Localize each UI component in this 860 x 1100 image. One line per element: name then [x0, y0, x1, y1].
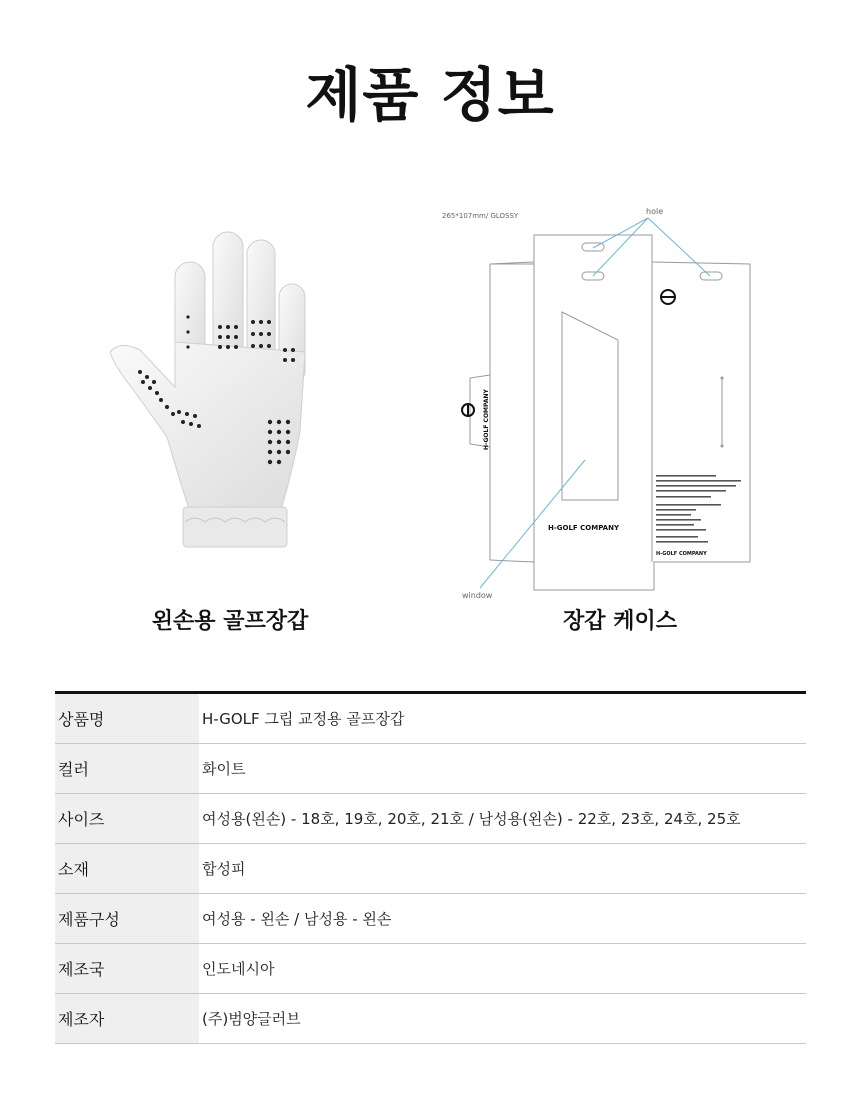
spec-value: 화이트 — [199, 744, 806, 794]
table-row — [55, 994, 806, 1044]
spec-label: 컬러 — [55, 744, 199, 794]
spec-label: 소재 — [55, 844, 199, 894]
spec-label: 상품명 — [55, 693, 199, 744]
spec-value: 여성용(왼손) - 18호, 19호, 20호, 21호 / 남성용(왼손) - 22호, 23호, 24호, 25호 — [199, 794, 806, 844]
spec-table — [55, 691, 806, 1044]
case-brand-vertical: H-GOLF COMPANY — [483, 389, 490, 450]
spec-value: 인도네시아 — [199, 944, 806, 994]
page-title: 제품 정보 — [305, 61, 555, 129]
table-row — [55, 844, 806, 894]
dimension-label: 265*107mm/ GLOSSY — [442, 212, 519, 220]
spec-value: 여성용 - 왼손 / 남성용 - 왼손 — [199, 894, 806, 944]
table-row — [55, 944, 806, 994]
table-row — [55, 744, 806, 794]
spec-label: 제품구성 — [55, 894, 199, 944]
spec-value: 합성피 — [199, 844, 806, 894]
table-row — [55, 894, 806, 944]
spec-label: 제조자 — [55, 994, 199, 1044]
spec-label: 제조국 — [55, 944, 199, 994]
hole-label: hole — [646, 207, 664, 216]
case-back-brand: H-GOLF COMPANY — [656, 551, 707, 557]
glove-caption: 왼손용 골프장갑 — [151, 609, 309, 634]
table-row — [55, 794, 806, 844]
spec-value: (주)범양글러브 — [199, 994, 806, 1044]
spec-value: H-GOLF 그립 교정용 골프장갑 — [199, 693, 806, 744]
table-row — [55, 693, 806, 744]
case-brand-horizontal: H-GOLF COMPANY — [548, 524, 620, 532]
window-label: window — [462, 591, 493, 600]
golf-glove-image — [95, 222, 325, 562]
glove-case-diagram — [430, 200, 760, 605]
case-caption: 장갑 케이스 — [563, 609, 677, 634]
spec-label: 사이즈 — [55, 794, 199, 844]
